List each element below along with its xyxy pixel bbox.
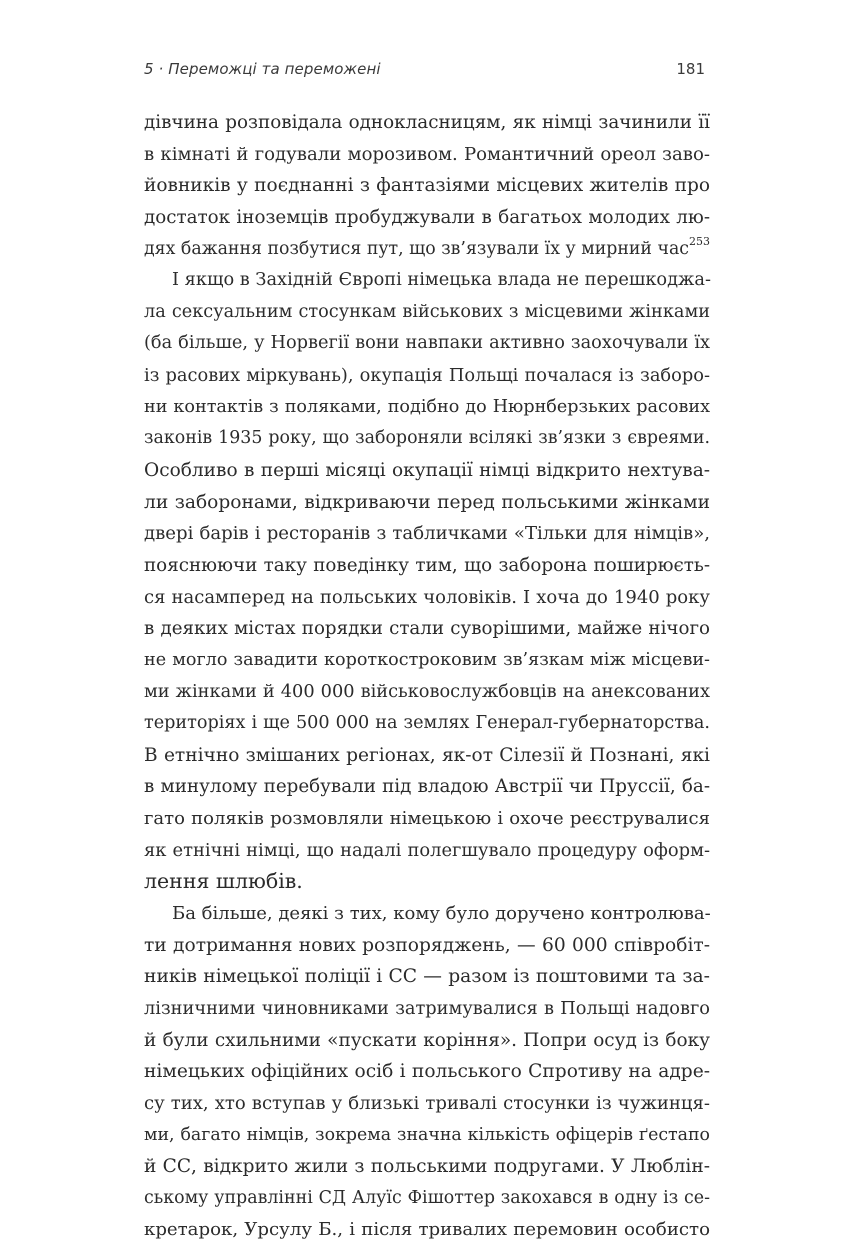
text-line: ся насамперед на польських чоловіків. І хоча до 1940 року	[144, 586, 710, 608]
text-line: законів 1935 року, що забороняли всілякі зв’язки з євреями.	[144, 428, 710, 449]
text-line: ському управлінні СД Алуїс Фішоттер закохався в одну із се-	[144, 1187, 710, 1208]
paragraph	[144, 898, 710, 1246]
text-line: ми жінками й 400 000 військовослужбовців на анексованих	[144, 681, 710, 702]
text-line: як етнічні німці, що надалі полегшувало процедуру оформ-	[144, 839, 710, 861]
text-line: лізничними чиновниками затримувалися в Польщі надовго	[144, 997, 710, 1019]
text-line-with-footnote	[144, 234, 710, 266]
page-header	[144, 60, 705, 86]
page-number: 181	[676, 60, 705, 78]
text-line: достаток іноземців пробуджували в багатьох молодих лю-	[144, 206, 710, 228]
text-line: гато поляків розмовляли німецькою і охоче реєструвалися	[144, 808, 710, 830]
text-line: ли заборонами, відкриваючи перед польськими жінками	[144, 491, 710, 513]
text-line: й були схильними «пускати коріння». Попри осуд із боку	[144, 1029, 710, 1051]
text-line: су тих, хто вступав у близькі тривалі стосунки із чужинця-	[144, 1092, 710, 1114]
text-line: не могло завадити короткостроковим зв’язкам між місцеви-	[144, 649, 710, 670]
text-line: кретарок, Урсулу Б., і після тривалих перемовин особисто	[144, 1219, 710, 1241]
paragraph	[144, 107, 710, 265]
text-line: дях бажання позбутися пут, що зв’язували їх у мирний час	[144, 238, 689, 259]
footnote-ref: 253	[689, 234, 710, 248]
text-line: й СС, відкрито жили з польськими подругами. У Люблін-	[144, 1156, 710, 1178]
text-line: ни контактів з поляками, подібно до Нюрнберзьких расових	[144, 396, 710, 417]
text-line: лення шлюбів.	[144, 869, 303, 894]
paragraph	[144, 265, 710, 898]
text-line: ників німецької поліції і СС — разом із поштовими та за-	[144, 966, 710, 988]
text-line: в деяких містах порядки стали суворішими, майже нічого	[144, 618, 710, 640]
text-line: Особливо в перші місяці окупації німці відкрито нехтува-	[144, 460, 710, 482]
text-line: пояснюючи таку поведінку тим, що заборона поширюєть-	[144, 554, 710, 576]
text-line: В етнічно змішаних регіонах, як-от Сілезії й Познані, які	[144, 744, 710, 766]
text-line: (ба більше, у Норвегії вони навпаки активно заохочували їх	[144, 333, 710, 354]
text-line: дівчина розповідала однокласницям, як німці зачинили її	[144, 112, 710, 133]
text-line: Ба більше, деякі з тих, кому було доручено контролюва-	[172, 903, 711, 925]
text-line: німецьких офіційних осіб і польського Спротиву на адре-	[144, 1061, 710, 1083]
text-line: ми, багато німців, зокрема значна кількість офіцерів ґестапо	[144, 1124, 710, 1145]
text-line: І якщо в Західній Європі німецька влада не перешкоджа-	[172, 270, 711, 291]
text-line: ти дотримання нових розпоряджень, — 60 000 співробіт-	[144, 934, 710, 956]
text-line: територіях і ще 500 000 на землях Генерал-губернаторства.	[144, 713, 710, 734]
body-text	[144, 107, 710, 1246]
text-line: йовників у поєднанні з фантазіями місцевих жителів про	[144, 175, 710, 197]
running-head: 5 · Переможці та переможені	[144, 60, 381, 78]
text-line: із расових міркувань), окупація Польщі почалася із заборо-	[144, 365, 710, 387]
text-line: в минулому перебували під владою Австрії чи Пруссії, ба-	[144, 776, 710, 798]
text-line: двері барів і ресторанів з табличками «Тільки для німців»,	[144, 523, 710, 545]
text-line: ла сексуальним стосункам військових з місцевими жінками	[144, 301, 710, 322]
text-line: в кімнаті й годували морозивом. Романтичний ореол заво-	[144, 143, 710, 165]
